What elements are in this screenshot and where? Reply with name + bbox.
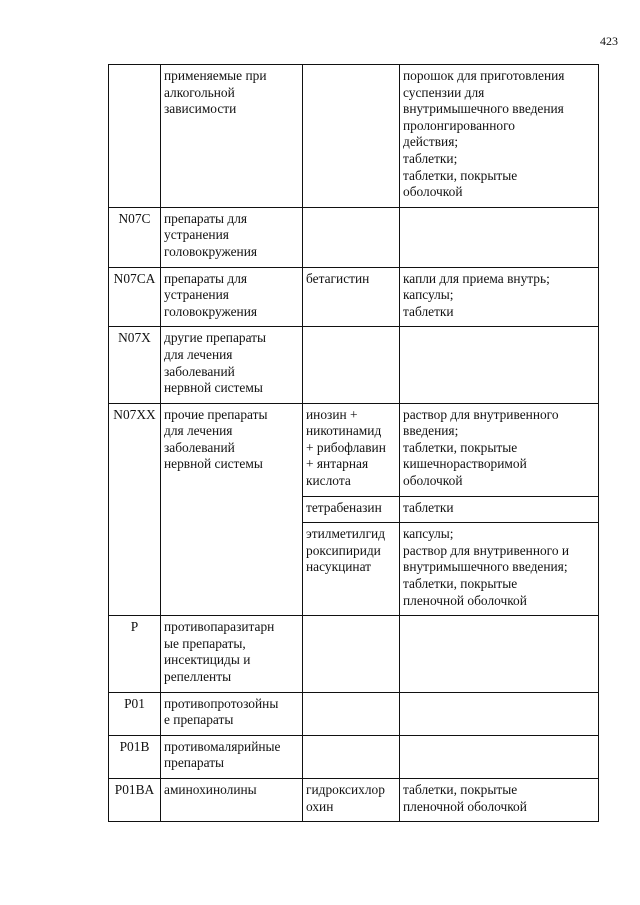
- dosage-form-cell: [400, 207, 599, 267]
- group-name-cell: прочие препараты для лечения заболеваний нервной системы: [161, 403, 303, 616]
- table-row: [109, 207, 599, 267]
- drug-name-cell: [303, 735, 400, 778]
- dosage-form-cell: капли для приема внутрь; капсулы; таблетки: [400, 267, 599, 327]
- table-row: [109, 692, 599, 735]
- group-name-cell: применяемые при алкогольной зависимости: [161, 65, 303, 208]
- group-name-cell: противопаразитарн ые препараты, инсектициды и репелленты: [161, 616, 303, 692]
- atc-code-cell: P01B: [109, 735, 161, 778]
- drug-name-cell: гидроксихлор охин: [303, 778, 400, 821]
- atc-code-cell: N07CA: [109, 267, 161, 327]
- dosage-form-cell: капсулы; раствор для внутривенного и внутримышечного введения; таблетки, покрытые пленочной оболочкой: [400, 523, 599, 616]
- drug-name-cell: [303, 616, 400, 692]
- atc-code-cell: P01: [109, 692, 161, 735]
- table-row: [109, 735, 599, 778]
- drug-classification-table: [108, 64, 599, 822]
- page-number: 423: [600, 34, 618, 48]
- drug-name-cell: [303, 65, 400, 208]
- atc-code-cell: N07C: [109, 207, 161, 267]
- table-row: [109, 778, 599, 821]
- table-row: [109, 403, 599, 496]
- dosage-form-cell: [400, 327, 599, 403]
- dosage-form-cell: таблетки: [400, 496, 599, 523]
- drug-name-cell: инозин + никотинамид + рибофлавин + янтарная кислота: [303, 403, 400, 496]
- dosage-form-cell: раствор для внутривенного введения; таблетки, покрытые кишечнорастворимой оболочкой: [400, 403, 599, 496]
- atc-code-cell: N07X: [109, 327, 161, 403]
- group-name-cell: препараты для устранения головокружения: [161, 267, 303, 327]
- group-name-cell: противомалярийные препараты: [161, 735, 303, 778]
- drug-name-cell: [303, 327, 400, 403]
- drug-name-cell: этилметилгид роксипириди насукцинат: [303, 523, 400, 616]
- drug-name-cell: бетагистин: [303, 267, 400, 327]
- dosage-form-cell: [400, 692, 599, 735]
- drug-name-cell: [303, 692, 400, 735]
- group-name-cell: другие препараты для лечения заболеваний нервной системы: [161, 327, 303, 403]
- drug-name-cell: тетрабеназин: [303, 496, 400, 523]
- atc-code-cell: N07XX: [109, 403, 161, 616]
- atc-code-cell: P01BA: [109, 778, 161, 821]
- table-row: [109, 267, 599, 327]
- drug-name-cell: [303, 207, 400, 267]
- group-name-cell: аминохинолины: [161, 778, 303, 821]
- atc-code-cell: [109, 65, 161, 208]
- dosage-form-cell: таблетки, покрытые пленочной оболочкой: [400, 778, 599, 821]
- atc-code-cell: P: [109, 616, 161, 692]
- table-row: [109, 65, 599, 208]
- group-name-cell: противопротозойны е препараты: [161, 692, 303, 735]
- dosage-form-cell: порошок для приготовления суспензии для внутримышечного введения пролонгированного действия; таблетки; таблетки, покрытые оболочкой: [400, 65, 599, 208]
- table-row: [109, 327, 599, 403]
- dosage-form-cell: [400, 616, 599, 692]
- dosage-form-cell: [400, 735, 599, 778]
- group-name-cell: препараты для устранения головокружения: [161, 207, 303, 267]
- table-row: [109, 616, 599, 692]
